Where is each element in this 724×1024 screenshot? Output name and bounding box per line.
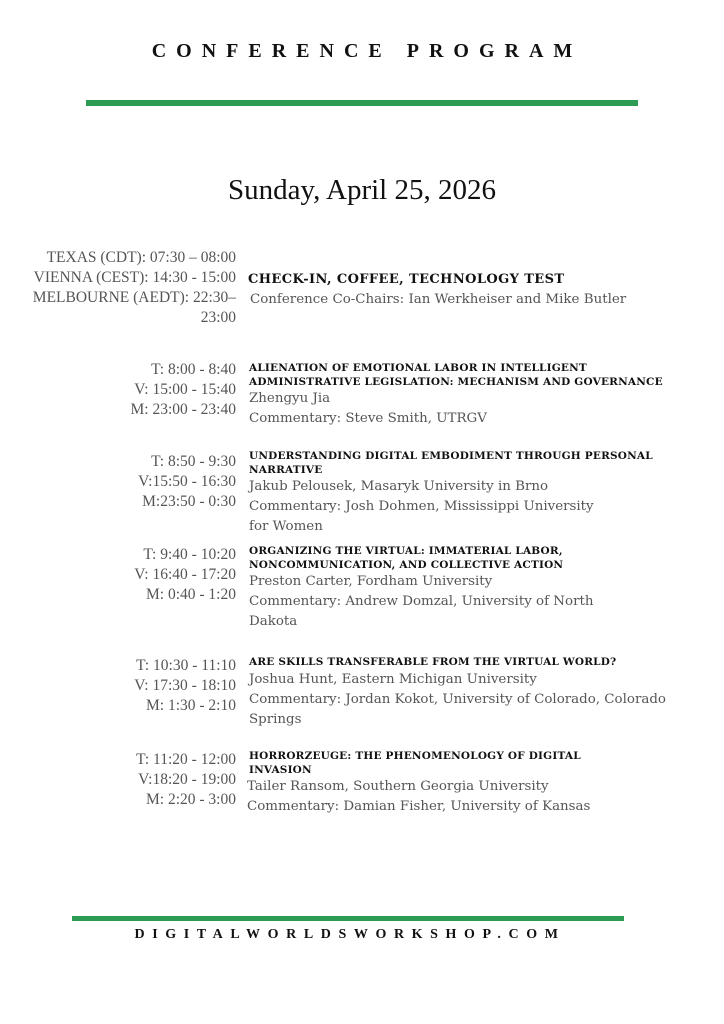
session-commentary: Commentary: Steve Smith, UTRGV — [249, 411, 487, 426]
session-title-cont: NARRATIVE — [249, 463, 323, 476]
time-melbourne: M: 1:30 - 2:10 — [146, 697, 236, 714]
session-times — [138, 452, 236, 512]
time-melbourne: M: 23:00 - 23:40 — [130, 401, 236, 418]
session-times — [136, 750, 236, 810]
session-commentary: Commentary: Damian Fisher, University of Kansas — [247, 799, 591, 814]
top-divider — [86, 100, 638, 106]
session-times — [134, 656, 236, 716]
session-commentary-cont: Springs — [249, 711, 302, 727]
time-vienna: V:15:50 - 16:30 — [138, 473, 236, 490]
session-times — [134, 545, 236, 605]
session-commentary-cont: for Women — [249, 519, 323, 534]
time-melbourne-end: 23:00 — [200, 309, 236, 326]
time-texas: TEXAS (CDT): 07:30 – 08:00 — [46, 249, 236, 266]
session-title: UNDERSTANDING DIGITAL EMBODIMENT THROUGH PERSONAL — [249, 450, 653, 462]
session-title-cont: ADMINISTRATIVE LEGISLATION: MECHANISM AND GOVERNANCE — [249, 375, 663, 388]
page-title: CONFERENCE PROGRAM — [151, 40, 583, 62]
time-texas: T: 8:50 - 9:30 — [151, 453, 236, 470]
time-melbourne: MELBOURNE (AEDT): 22:30– — [32, 289, 236, 306]
session-speaker: Jakub Pelousek, Masaryk University in Brno — [249, 479, 549, 494]
time-melbourne: M: 2:20 - 3:00 — [146, 791, 236, 808]
session-title: HORRORZEUGE: THE PHENOMENOLOGY OF DIGITAL — [249, 750, 581, 762]
session-speaker: Preston Carter, Fordham University — [249, 574, 493, 589]
time-melbourne: M: 0:40 - 1:20 — [146, 586, 236, 603]
website-link[interactable]: DIGITALWORLDSWORKSHOP.COM — [134, 927, 566, 942]
session-title-cont: NONCOMMUNICATION, AND COLLECTIVE ACTION — [249, 558, 564, 571]
session-commentary: Commentary: Jordan Kokot, University of Colorado, Colorado — [249, 691, 666, 707]
time-vienna: V: 16:40 - 17:20 — [134, 566, 236, 583]
time-texas: T: 8:00 - 8:40 — [151, 361, 236, 378]
time-texas: T: 11:20 - 12:00 — [136, 751, 236, 768]
session-chairs: Conference Co-Chairs: Ian Werkheiser and Mike Butler — [250, 292, 627, 307]
session-times — [33, 248, 236, 328]
session-title-cont: INVASION — [249, 763, 312, 776]
time-melbourne: M:23:50 - 0:30 — [142, 493, 236, 510]
time-vienna: V: 17:30 - 18:10 — [134, 677, 236, 694]
session-speaker: Joshua Hunt, Eastern Michigan University — [249, 671, 537, 687]
session-commentary-cont: Dakota — [249, 614, 298, 629]
bottom-divider — [72, 916, 624, 921]
session-commentary: Commentary: Andrew Domzal, University of North — [249, 594, 594, 609]
session-times — [131, 360, 237, 420]
time-vienna: VIENNA (CEST): 14:30 - 15:00 — [33, 269, 236, 286]
session-title: CHECK-IN, COFFEE, TECHNOLOGY TEST — [248, 272, 565, 287]
session-title: ARE SKILLS TRANSFERABLE FROM THE VIRTUAL WORLD? — [249, 656, 617, 668]
session-speaker: Tailer Ransom, Southern Georgia University — [247, 779, 549, 794]
time-texas: T: 10:30 - 11:10 — [136, 657, 236, 674]
session-title: ALIENATION OF EMOTIONAL LABOR IN INTELLIGENT — [249, 362, 587, 374]
session-title: ORGANIZING THE VIRTUAL: IMMATERIAL LABOR, — [249, 545, 563, 557]
time-vienna: V: 15:00 - 15:40 — [134, 381, 236, 398]
time-vienna: V:18:20 - 19:00 — [138, 771, 236, 788]
program-date: Sunday, April 25, 2026 — [228, 174, 496, 206]
time-texas: T: 9:40 - 10:20 — [143, 546, 236, 563]
session-commentary: Commentary: Josh Dohmen, Mississippi University — [249, 499, 594, 514]
session-speaker: Zhengyu Jia — [249, 391, 331, 406]
